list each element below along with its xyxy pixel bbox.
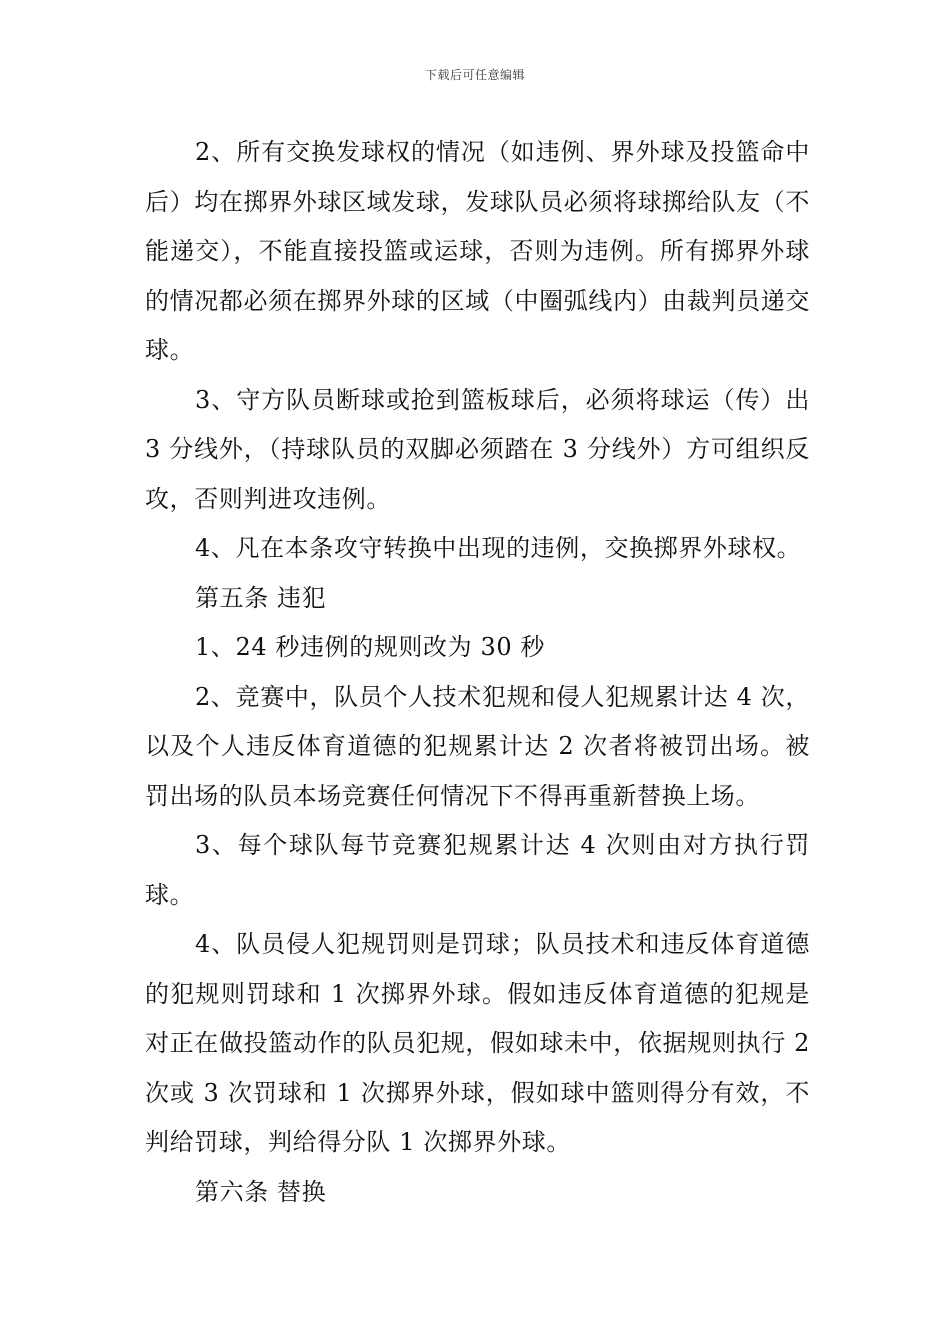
paragraph-transition-violation: 4、凡在本条攻守转换中出现的违例，交换掷界外球权。 (195, 534, 802, 562)
paragraph-counterattack-rule: 3、守方队员断球或抢到篮板球后，必须将球运（传）出 3 分线外，（持球队员的双脚必须踏在 3 分线外）方可组织反攻，否则判进攻违例。 (145, 385, 810, 513)
section-heading-violations: 第五条 违犯 (195, 583, 327, 612)
paragraph-throw-in-rules: 2、所有交换发球权的情况（如违例、界外球及投篮命中后）均在掷界外球区域发球，发球队员必须将球掷给队友（不能递交），不能直接投篮或运球，否则为违例。所有掷界外球的情况都必须在掷界外球的区域（中圈弧线内）由裁判员递交球。 (145, 138, 810, 364)
section-heading-substitution: 第六条 替换 (195, 1177, 327, 1206)
page-header: 下载后可任意编辑 (424, 68, 525, 82)
paragraph-team-fouls: 3、每个球队每节竞赛犯规累计达 4 次则由对方执行罚球。 (145, 831, 810, 909)
paragraph-foul-limit: 2、竞赛中，队员个人技术犯规和侵人犯规累计达 4 次，以及个人违反体育道德的犯规累计达 2 次者将被罚出场。被罚出场的队员本场竞赛任何情况下不得再重新替换上场。 (145, 682, 810, 810)
paragraph-foul-penalties: 4、队员侵人犯规罚则是罚球；队员技术和违反体育道德的犯规则罚球和 1 次掷界外球。假如违反体育道德的犯规是对正在做投篮动作的队员犯规，假如球未中，依据规则执行 2 次或 3 次罚球和 1 次掷界外球，假如球中篮则得分有效，不判给罚球，判给得分队 1 次掷界外球。 (145, 930, 810, 1156)
document-body (145, 128, 810, 1217)
paragraph-shot-clock-rule: 1、24 秒违例的规则改为 30 秒 (195, 633, 546, 661)
